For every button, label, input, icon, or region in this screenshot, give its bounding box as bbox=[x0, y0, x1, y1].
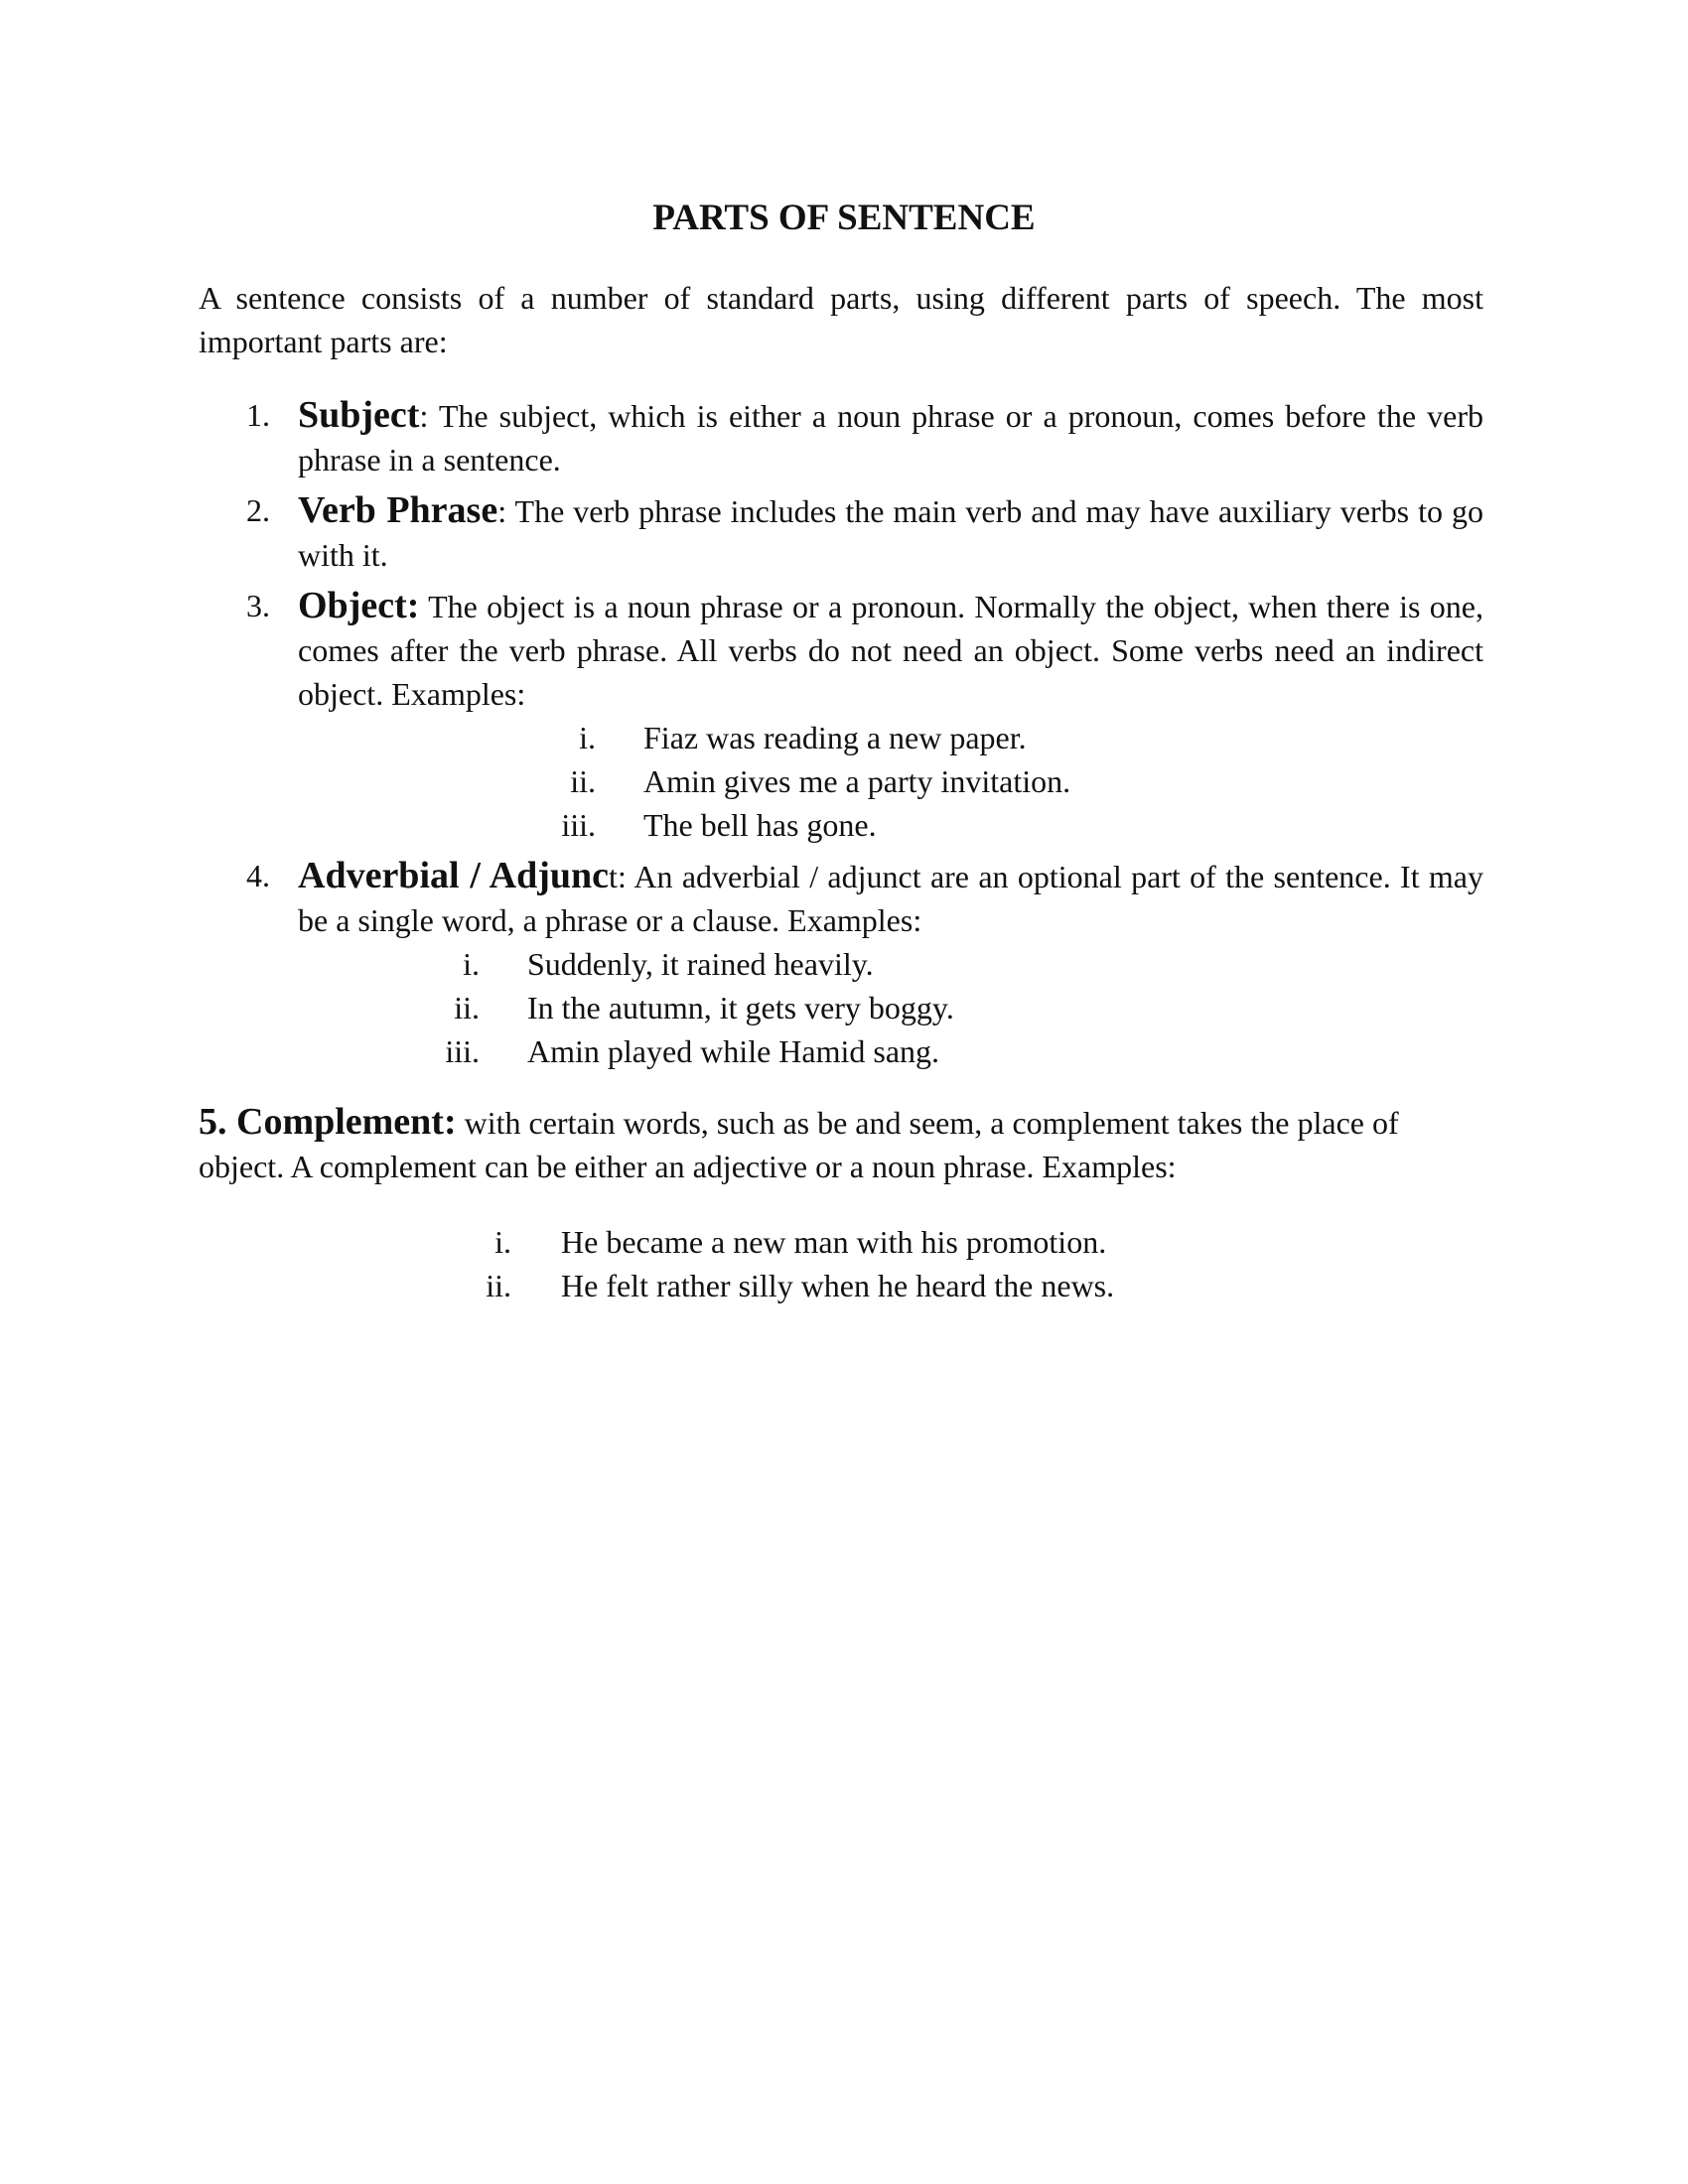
item-separator: : bbox=[497, 493, 507, 529]
item-number: 1. bbox=[246, 397, 270, 433]
example-numeral: ii. bbox=[570, 763, 596, 799]
item-number: 4. bbox=[246, 858, 270, 893]
object-examples bbox=[199, 716, 1483, 847]
complement-examples bbox=[199, 1220, 1483, 1307]
example-item bbox=[199, 1029, 1483, 1073]
example-item bbox=[199, 1220, 1483, 1264]
item-text: The object is a noun phrase or a pronoun. Normally the object, when there is one, comes after the verb phrase. All verbs do not need an object. Some verbs need an indirect object. Examples: bbox=[298, 589, 1483, 712]
example-text: He became a new man with his promotion. bbox=[561, 1224, 1107, 1260]
example-text: He felt rather silly when he heard the news. bbox=[561, 1268, 1115, 1303]
list-item-object bbox=[199, 584, 1483, 847]
example-item bbox=[199, 942, 1483, 986]
example-numeral: ii. bbox=[454, 990, 480, 1025]
intro-paragraph: A sentence consists of a number of standard parts, using different parts of speech. The most important parts are: bbox=[199, 280, 1483, 359]
list-item-subject bbox=[199, 393, 1483, 481]
example-item bbox=[199, 716, 1483, 759]
list-item-verb-phrase bbox=[199, 488, 1483, 577]
example-item bbox=[199, 1264, 1483, 1307]
item-text: The subject, which is either a noun phrase or a pronoun, comes before the verb phrase in a sentence. bbox=[298, 398, 1483, 478]
example-item bbox=[199, 986, 1483, 1029]
complement-term: 5. Complement: bbox=[199, 1101, 457, 1143]
item-term: Subject bbox=[298, 394, 420, 436]
example-text: The bell has gone. bbox=[643, 807, 877, 843]
item-term: Adverbial / Adjunc bbox=[298, 855, 610, 896]
example-numeral: i. bbox=[494, 1224, 511, 1260]
example-numeral: i. bbox=[463, 946, 480, 982]
item-number: 3. bbox=[246, 588, 270, 623]
example-text: Suddenly, it rained heavily. bbox=[527, 946, 874, 982]
list-item-adverbial bbox=[199, 854, 1483, 1073]
item-text: An adverbial / adjunct are an optional part of the sentence. It may be a single word, a phrase or a clause. Examples: bbox=[298, 859, 1483, 938]
item-separator: : bbox=[419, 398, 429, 434]
item-term: Verb Phrase bbox=[298, 489, 498, 531]
item-number: 2. bbox=[246, 492, 270, 528]
page-title: PARTS OF SENTENCE bbox=[652, 198, 1036, 238]
example-numeral: i. bbox=[579, 720, 596, 755]
example-text: In the autumn, it gets very boggy. bbox=[527, 990, 954, 1025]
adverbial-examples bbox=[199, 942, 1483, 1073]
example-text: Fiaz was reading a new paper. bbox=[643, 720, 1027, 755]
item-term: Object: bbox=[298, 585, 420, 626]
item-text: The verb phrase includes the main verb and may have auxiliary verbs to go with it. bbox=[298, 493, 1484, 573]
item-separator: t: bbox=[609, 859, 627, 894]
example-item bbox=[199, 759, 1483, 803]
complement-text: with certain words, such as be and seem, a complement takes the place of object. A complement can be either an adjective or a noun phrase. Examples: bbox=[199, 1105, 1399, 1184]
example-numeral: iii. bbox=[561, 807, 596, 843]
example-numeral: iii. bbox=[445, 1033, 480, 1069]
example-numeral: ii. bbox=[486, 1268, 511, 1303]
example-text: Amin played while Hamid sang. bbox=[527, 1033, 940, 1069]
example-item bbox=[199, 803, 1483, 847]
parts-list bbox=[199, 393, 1483, 1080]
example-text: Amin gives me a party invitation. bbox=[643, 763, 1071, 799]
complement-paragraph bbox=[199, 1100, 1483, 1188]
